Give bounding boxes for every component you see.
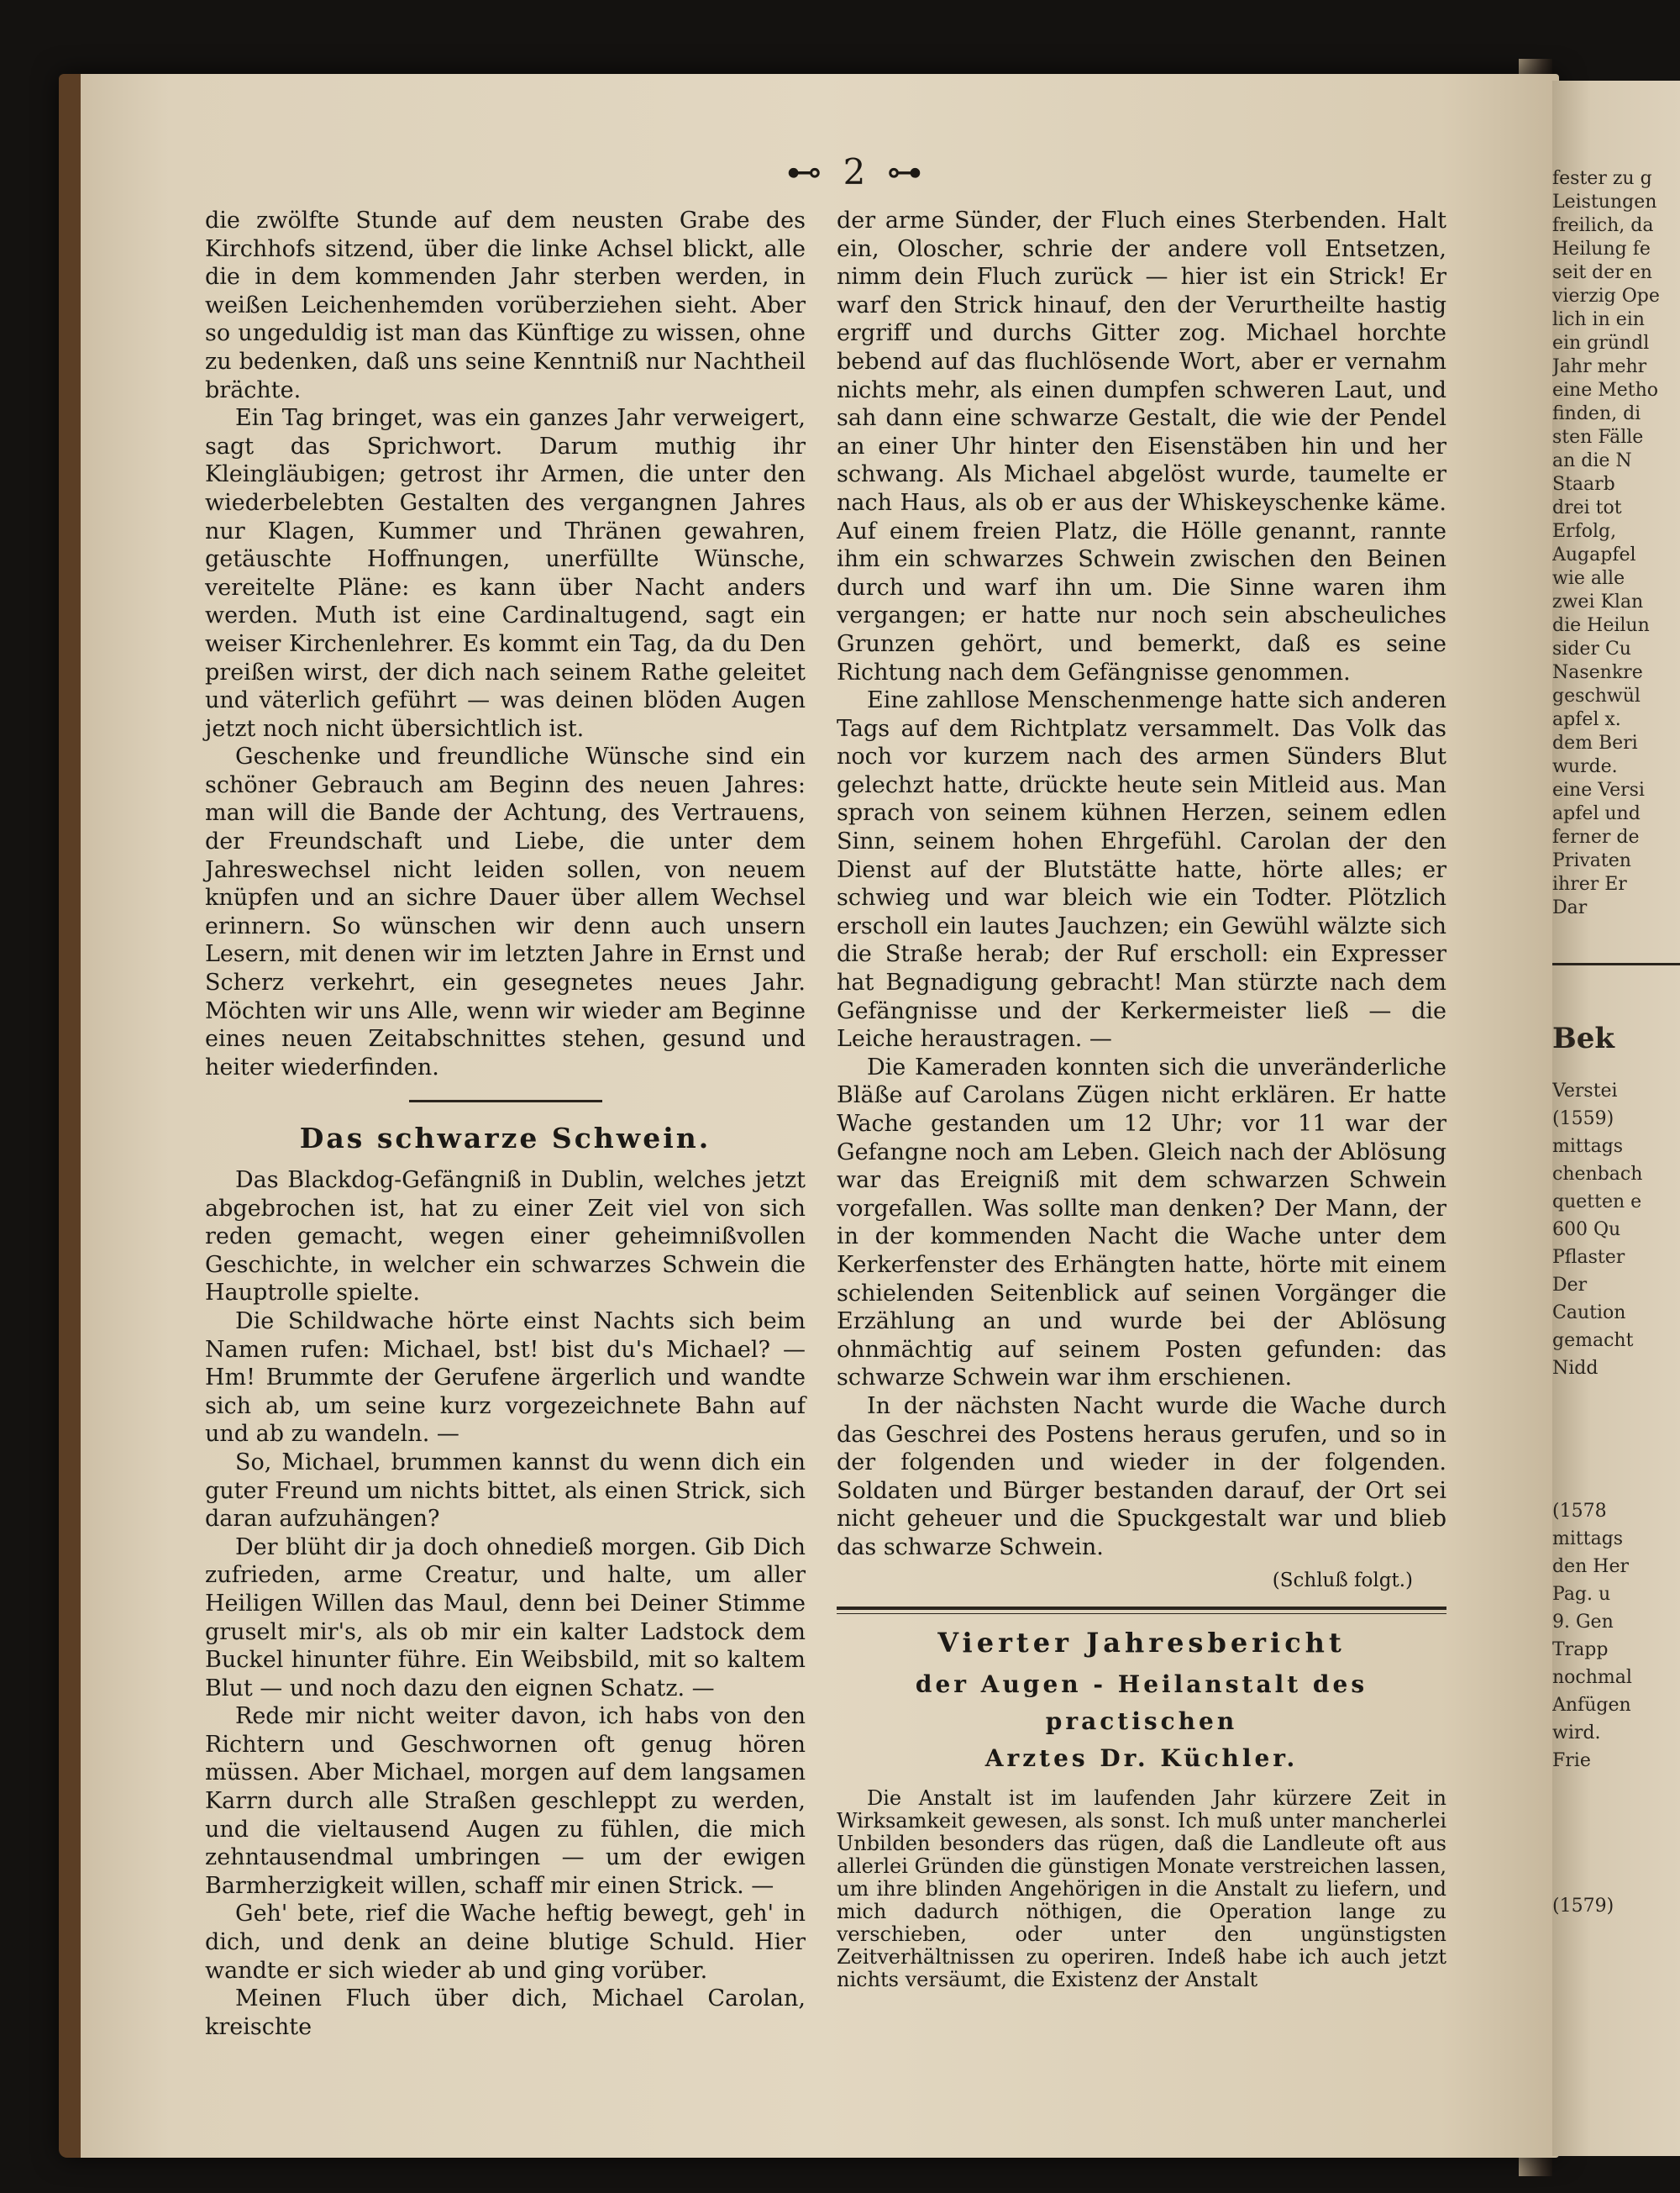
paragraph: Der blüht dir ja doch ohnedieß morgen. Gib Dich zufrieden, arme Creatur, und halte, um aller Heiligen Willen das Maul, denn bei Deiner Stimme gruselt mir's, als ob mir ein kalter Ladstock dem Buckel hinunter führe. Ein Weibsbild, mit so kaltem Blut — und noch dazu den eignen Schatz. — bbox=[205, 1533, 806, 1701]
edge-text-line: die Heilun bbox=[1552, 615, 1650, 636]
edge-text-line: chenbach bbox=[1552, 1164, 1643, 1185]
edge-text-line: Heilung fe bbox=[1552, 239, 1651, 260]
edge-text-line: dem Beri bbox=[1552, 733, 1638, 754]
edge-divider bbox=[1552, 963, 1680, 965]
edge-text-line: sider Cu bbox=[1552, 639, 1631, 660]
edge-text-line: 600 Qu bbox=[1552, 1219, 1621, 1240]
edge-text-line: mittags bbox=[1552, 1528, 1624, 1549]
edge-text-line: Nasenkre bbox=[1552, 662, 1643, 683]
edge-text-line: eine Versi bbox=[1552, 780, 1645, 801]
edge-text-line: den Her bbox=[1552, 1556, 1629, 1577]
edge-text-line: wurde. bbox=[1552, 756, 1618, 777]
edge-text-line: 9. Gen bbox=[1552, 1612, 1614, 1633]
edge-text-line: vierzig Ope bbox=[1552, 286, 1660, 307]
edge-text-line: apfel und bbox=[1552, 803, 1641, 824]
paragraph: der arme Sünder, der Fluch eines Sterbenden. Halt ein, Oloscher, schrie der andere voll Entsetzen, nimm dein Fluch zurück — hier ist ein Strick! Er warf den Strick hinauf, den der Verurtheilte hastig ergriff und durchs Gitter zog. Michael horchte bebend auf das fluchlösende Wort, aber er vernahm nichts mehr, als einen dumpfen schweren Laut, und sah dann eine schwarze Gestalt, die wie der Pendel an einer Uhr hinter den Eisenstäben hin und her schwang. Als Michael abgelöst wurde, taumelte er nach Haus, als ob er aus der Whiskeyschenke käme. Auf einem freien Platz, die Hölle genannt, rannte ihm ein schwarzes Schwein zwischen den Beinen durch und warf ihn um. Die Sinne waren ihm vergangen; er hatte nur noch sein abscheuliches Grunzen gehört, und bemerkt, daß es seine Richtung nach dem Gefängnisse genommen. bbox=[837, 208, 1446, 686]
edge-text-line: ferner de bbox=[1552, 827, 1640, 848]
edge-text-line: Nidd bbox=[1552, 1358, 1599, 1379]
paragraph: Das Blackdog-Gefängniß in Dublin, welches jetzt abgebrochen ist, hat zu einer Zeit viel von sich reden gemacht, wegen einer geheimnißvollen Geschichte, in welcher ein schwarzes Schwein die Hauptrolle spielte. bbox=[205, 1167, 806, 1307]
paragraph: Die Anstalt ist im laufenden Jahr kürzere Zeit in Wirksamkeit gewesen, als sonst. Ich muß unter mancherlei Unbilden besonders das rügen, daß die Landleute oft aus allerlei Gründen die günstigen Monate verstreichen lassen, um ihre blinden Angehörigen in die Anstalt zu liefern, und mich dadurch nöthigen, die Operation lange zu verschieben, oder unter den ungünstigsten Zeitverhältnissen zu operiren. Indeß habe ich auch jetzt nichts versäumt, die Existenz der Anstalt bbox=[837, 1785, 1446, 1991]
edge-text-line: seit der en bbox=[1552, 262, 1652, 283]
edge-text-line: apfel x. bbox=[1552, 709, 1621, 730]
edge-text-line: Der bbox=[1552, 1275, 1588, 1296]
edge-text-line: wird. bbox=[1552, 1722, 1601, 1743]
edge-text-line: freilich, da bbox=[1552, 215, 1654, 236]
edge-text-line: lich in ein bbox=[1552, 309, 1645, 330]
edge-text-line: gemacht bbox=[1552, 1330, 1634, 1351]
edge-text-line: drei tot bbox=[1552, 497, 1622, 518]
edge-text-line: Anfügen bbox=[1552, 1695, 1631, 1716]
edge-text-line: geschwül bbox=[1552, 686, 1641, 707]
edge-text-line: finden, di bbox=[1552, 403, 1641, 424]
page-number: ⊷ 2 ⊶ bbox=[786, 151, 927, 192]
section-divider bbox=[409, 1100, 602, 1102]
edge-text-line: (1559) bbox=[1552, 1108, 1614, 1129]
edge-text-line: Leistungen bbox=[1552, 192, 1657, 213]
paragraph: Rede mir nicht weiter davon, ich habs von den Richtern und Geschwornen oft genug hören müssen. Aber Michael, morgen auf dem langsamen Karrn durch alle Straßen geschleppt zu werden, und die vieltausend Augen zu fühlen, die mich zehntausendmal umbringen — um der ewigen Barmherzigkeit willen, schaff mir einen Strick. — bbox=[205, 1703, 806, 1899]
paragraph: In der nächsten Nacht wurde die Wache durch das Geschrei des Postens heraus gerufen, und so in der folgenden und wieder in der folgenden. Soldaten und Bürger bestanden darauf, der Ort sei nicht geheuer und die Spuckgestalt war und blieb das schwarze Schwein. bbox=[837, 1392, 1446, 1560]
edge-text-line: nochmal bbox=[1552, 1667, 1632, 1688]
paragraph: Meinen Fluch über dich, Michael Carolan, kreischte bbox=[205, 1985, 806, 2040]
edge-text-line: sten Fälle bbox=[1552, 427, 1644, 448]
edge-text-line: Dar bbox=[1552, 897, 1588, 918]
edge-text-line: ein gründl bbox=[1552, 333, 1650, 354]
edge-text-line: fester zu g bbox=[1552, 168, 1652, 189]
paragraph: Geschenke und freundliche Wünsche sind ein schöner Gebrauch am Beginn des neuen Jahres: man will die Bande der Achtung, des Vertrauens, der Freundschaft und Liebe, die unter dem Jahreswechsel nicht leiden sollen, von neuem knüpfen und an sichre Dauer über allem Wechsel erinnern. So wünschen wir denn auch unsern Lesern, mit denen wir im letzten Jahre in Ernst und Scherz verkehrt, ein gesegnetes neues Jahr. Möchten wir uns Alle, wenn wir wieder am Beginne eines neuen Zeitabschnittes stehen, gesund und heiter wiederfinden. bbox=[205, 744, 806, 1081]
edge-text-line: Augapfel bbox=[1552, 544, 1636, 565]
report-subheading-line: Arztes Dr. Küchler. bbox=[984, 1743, 1299, 1772]
article-heading: Das schwarze Schwein. bbox=[299, 1122, 711, 1155]
edge-text-line: Verstei bbox=[1552, 1081, 1618, 1102]
column-right bbox=[837, 207, 1446, 1991]
edge-text-line: Privaten bbox=[1552, 850, 1631, 871]
section-divider bbox=[837, 1607, 1446, 1614]
edge-text-line: Pflaster bbox=[1552, 1247, 1625, 1268]
report-subheading bbox=[837, 1666, 1446, 1777]
edge-text-line: Frie bbox=[1552, 1750, 1591, 1771]
continuation-note: (Schluß folgt.) bbox=[1272, 1569, 1413, 1591]
edge-text-line: Pag. u bbox=[1552, 1584, 1611, 1605]
edge-text-line: mittags bbox=[1552, 1136, 1624, 1157]
edge-text-line: (1579) bbox=[1552, 1896, 1614, 1917]
paragraph: Eine zahllose Menschenmenge hatte sich anderen Tags auf dem Richtplatz versammelt. Das Volk das noch vor kurzem nach des armen Sünders Blut gelechzt hatte, drückte heute sein Mitleid aus. Man sprach von seinem kühnen Herzen, seinem edlen Sinn, seinem hohen Ehrgefühl. Carolan der den Dienst auf der Blutstätte hatte, hörte alles; er schwieg und war bleich wie ein Todter. Plötzlich erscholl ein lautes Jauchzen; ein Gewühl wälzte sich die Straße herab; der Ruf erscholl: ein Expresser hat Begnadigung gebracht! Man stürzte nach dem Gefängnisse und der Kerkermeister ließ — die Leiche heraustragen. — bbox=[837, 687, 1446, 1053]
edge-text-line: wie alle bbox=[1552, 568, 1625, 589]
edge-text-line: zwei Klan bbox=[1552, 592, 1644, 613]
edge-text-line: eine Metho bbox=[1552, 380, 1659, 401]
paragraph: Die Schildwache hörte einst Nachts sich beim Namen rufen: Michael, bst! bist du's Michael? — Hm! Brummte der Gerufene ärgerlich und wandte sich ab, um seine kurz vorgezeichnete Bahn auf und ab zu wandeln. — bbox=[205, 1307, 806, 1448]
edge-text-line: Jahr mehr bbox=[1552, 356, 1647, 377]
edge-text-line: an die N bbox=[1552, 450, 1632, 471]
edge-heading: Bek bbox=[1552, 1022, 1614, 1055]
edge-text-line: Trapp bbox=[1552, 1639, 1609, 1660]
edge-text-line: Erfolg, bbox=[1552, 521, 1617, 542]
edge-text-line: Staarb bbox=[1552, 474, 1615, 495]
paragraph: Die Kameraden konnten sich die unveränderliche Bläße auf Carolans Zügen nicht erklären. Er hatte Wache gestanden um 12 Uhr; vor 11 war der Gefangne noch am Leben. Gleich nach der Ablösung war das Ereigniß mit dem schwarzen Schwein vorgefallen. Was sollte man denken? Der Mann, der in der kommenden Nacht die Wache unter dem Kerkerfenster des Erhängten hatte, hörte mit einem schielenden Seitenblick auf seinen Vorgänger die Erzählung an und wurde bei der Ablösung ohnmächtig auf seinem Posten gefunden: das schwarze Schwein war ihm erschienen. bbox=[837, 1054, 1446, 1391]
adjacent-page-edge bbox=[1552, 81, 1680, 2156]
column-left bbox=[205, 207, 806, 2041]
edge-text-line: quetten e bbox=[1552, 1191, 1642, 1212]
report-heading: Vierter Jahresbericht bbox=[937, 1627, 1346, 1659]
paragraph: die zwölfte Stunde auf dem neusten Grabe des Kirchhofs sitzend, über die linke Achsel blickt, alle die in dem kommenden Jahr sterben werden, in weißen Leichenhemden vorüberziehen sieht. Aber so ungeduldig ist man das Künftige zu wissen, ohne zu bedenken, daß uns seine Kenntniß nur Nachtheil brächte. bbox=[205, 208, 806, 403]
edge-text-line: ihrer Er bbox=[1552, 874, 1627, 895]
edge-text-line: Caution bbox=[1552, 1302, 1626, 1323]
report-subheading-line: der Augen - Heilanstalt des practischen bbox=[915, 1670, 1368, 1735]
edge-text-line: (1578 bbox=[1552, 1501, 1607, 1522]
paragraph: Ein Tag bringet, was ein ganzes Jahr verweigert, sagt das Sprichwort. Darum muthig ihr Kleingläubigen; getrost ihr Armen, die unter den wiederbelebten Gestalten des vergangnen Jahres nur Klagen, Kummer und Thränen gewahren, getäuschte Hoffnungen, unerfüllte Wünsche, vereitelte Pläne: es kann über Nacht anders werden. Muth ist eine Cardinaltugend, sagt ein weiser Kirchenlehrer. Es kommt ein Tag, da du Den preißen wirst, der dich nach seinem Rathe geleitet und väterlich geführt — was deinen blöden Augen jetzt noch nicht übersichtlich ist. bbox=[205, 405, 806, 742]
paragraph: Geh' bete, rief die Wache heftig bewegt, geh' in dich, und denk an deine blutige Schuld. Hier wandte er sich wieder ab und ging vorüber. bbox=[205, 1901, 806, 1984]
paragraph: So, Michael, brummen kannst du wenn dich ein guter Freund um nichts bittet, als einen Strick, sich daran aufzuhängen? bbox=[205, 1449, 806, 1533]
